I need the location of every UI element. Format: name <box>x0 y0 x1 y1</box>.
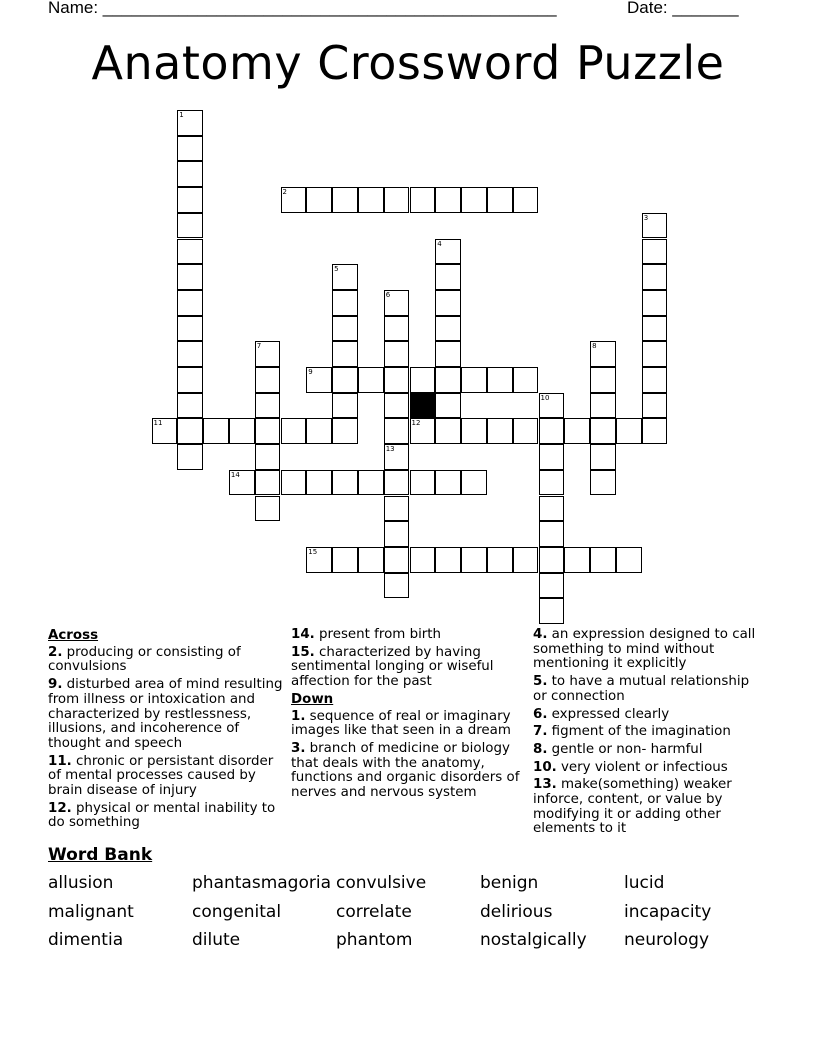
clue-number: 6. <box>533 706 548 722</box>
word-bank-item: malignant <box>48 902 134 922</box>
grid-cell[interactable] <box>564 418 590 444</box>
grid-cell[interactable] <box>539 521 565 547</box>
grid-cell[interactable] <box>358 547 384 573</box>
grid-cell[interactable] <box>642 239 668 265</box>
grid-cell[interactable] <box>177 316 203 342</box>
grid-cell[interactable] <box>513 187 539 213</box>
grid-cell[interactable] <box>384 367 410 393</box>
clue-text: present from birth <box>314 627 442 642</box>
grid-cell[interactable] <box>590 367 616 393</box>
word-bank-item: allusion <box>48 873 114 893</box>
grid-cell[interactable] <box>177 161 203 187</box>
grid-cell[interactable] <box>487 367 513 393</box>
clue-number: 15. <box>291 644 315 660</box>
clue-number: 10. <box>533 759 557 775</box>
word-bank-item: dilute <box>192 930 241 950</box>
clue-number: 12. <box>48 800 72 816</box>
grid-cell[interactable] <box>177 136 203 162</box>
name-line: Name: ________________________________________________ <box>48 0 557 17</box>
grid-cell[interactable] <box>616 418 642 444</box>
grid-cell[interactable] <box>410 367 436 393</box>
clue-text: an expression designed to call something to mind without mentioning it explicitly <box>533 627 756 672</box>
clue <box>533 675 758 704</box>
grid-cell[interactable] <box>642 290 668 316</box>
clue <box>291 742 527 801</box>
grid-cell[interactable] <box>177 187 203 213</box>
grid-cell[interactable] <box>332 470 358 496</box>
grid-cell[interactable] <box>590 444 616 470</box>
clue-text: producing or consisting of convulsions <box>48 644 241 675</box>
grid-cell[interactable] <box>539 598 565 624</box>
cell-number: 5 <box>334 265 339 274</box>
grid-cell[interactable] <box>177 290 203 316</box>
clue-number: 13. <box>533 777 557 793</box>
clue <box>533 778 758 837</box>
grid-cell[interactable] <box>539 418 565 444</box>
grid-cell[interactable] <box>306 547 332 573</box>
grid-cell[interactable] <box>461 187 487 213</box>
grid-cell[interactable] <box>332 393 358 419</box>
word-bank-item: nostalgically <box>480 930 587 950</box>
grid-cell[interactable] <box>332 418 358 444</box>
grid-cell[interactable] <box>435 418 461 444</box>
clue <box>48 755 284 799</box>
grid-cell[interactable] <box>590 470 616 496</box>
cell-number: 2 <box>282 188 287 197</box>
cell-number: 4 <box>437 239 442 248</box>
clue <box>48 646 284 675</box>
grid-cell[interactable] <box>642 264 668 290</box>
word-bank-item: convulsive <box>336 873 427 893</box>
clue <box>533 725 758 740</box>
grid-cell[interactable] <box>177 444 203 470</box>
grid-cell[interactable] <box>384 187 410 213</box>
clue-text: sequence of real or imaginary images like that seen in a dream <box>291 708 511 739</box>
grid-cell[interactable] <box>410 547 436 573</box>
clue-text: chronic or persistant disorder of mental processes caused by brain disease of injury <box>48 753 274 799</box>
clue-number: 9. <box>48 677 63 693</box>
grid-cell[interactable] <box>358 187 384 213</box>
clue-number: 3. <box>291 740 306 756</box>
grid-cell[interactable] <box>177 264 203 290</box>
grid-cell[interactable] <box>539 496 565 522</box>
grid-cell[interactable] <box>539 444 565 470</box>
grid-cell[interactable] <box>435 367 461 393</box>
grid-cell[interactable] <box>590 393 616 419</box>
cell-number: 14 <box>230 470 240 479</box>
clue <box>48 678 284 752</box>
grid-cell[interactable] <box>461 547 487 573</box>
page-title: Anatomy Crossword Puzzle <box>91 36 725 90</box>
word-bank-item: incapacity <box>624 902 712 922</box>
clue-text: gentle or non- harmful <box>547 741 703 757</box>
grid-cell[interactable] <box>435 290 461 316</box>
clue-number: 1. <box>291 708 306 724</box>
cell-number: 6 <box>385 290 391 299</box>
word-bank-item: congenital <box>192 902 282 922</box>
grid-cell[interactable] <box>177 239 203 265</box>
clue-number: 8. <box>533 741 548 757</box>
clue-number: 7. <box>533 724 548 740</box>
date-line: Date: _______ <box>627 0 739 17</box>
cell-number: 8 <box>592 342 597 351</box>
grid-cell[interactable] <box>384 393 410 419</box>
clue <box>533 708 758 723</box>
clue-text: very violent or infectious <box>556 759 728 775</box>
grid-cell[interactable] <box>590 341 616 367</box>
grid-cell[interactable] <box>435 341 461 367</box>
grid-cell[interactable] <box>564 547 590 573</box>
black-cell <box>410 393 436 419</box>
grid-cell[interactable] <box>642 367 668 393</box>
word-bank-item: delirious <box>480 902 553 922</box>
clue-number: 11. <box>48 753 72 769</box>
clues-column-1 <box>48 628 284 834</box>
grid-cell[interactable] <box>332 290 358 316</box>
grid-cell[interactable] <box>410 187 436 213</box>
grid-cell[interactable] <box>642 213 668 239</box>
clue <box>533 628 758 672</box>
grid-cell[interactable] <box>616 547 642 573</box>
grid-cell[interactable] <box>539 573 565 599</box>
grid-cell[interactable] <box>332 264 358 290</box>
grid-cell[interactable] <box>255 470 281 496</box>
clue-text: branch of medicine or biology that deals with the anatomy, functions and organic disorders of nerves and nervous system <box>291 740 520 801</box>
clue-text: physical or mental inability to do something <box>48 800 276 831</box>
grid-cell[interactable] <box>306 187 332 213</box>
grid-cell[interactable] <box>435 393 461 419</box>
grid-cell[interactable] <box>229 418 255 444</box>
grid-cell[interactable] <box>435 470 461 496</box>
grid-cell[interactable] <box>410 418 436 444</box>
grid-cell[interactable] <box>281 187 307 213</box>
grid-cell[interactable] <box>177 418 203 444</box>
grid-cell[interactable] <box>513 367 539 393</box>
grid-cell[interactable] <box>384 470 410 496</box>
clue <box>533 743 758 758</box>
grid-cell[interactable] <box>358 367 384 393</box>
grid-cell[interactable] <box>642 393 668 419</box>
cell-number: 9 <box>308 368 313 376</box>
grid-cell[interactable] <box>384 573 410 599</box>
grid-cell[interactable] <box>255 367 281 393</box>
grid-cell[interactable] <box>229 470 255 496</box>
cell-number: 13 <box>385 445 395 454</box>
grid-cell[interactable] <box>255 393 281 419</box>
grid-cell[interactable] <box>461 418 487 444</box>
clue <box>291 646 527 690</box>
grid-cell[interactable] <box>255 496 281 522</box>
cell-number: 1 <box>179 111 184 119</box>
cell-number: 12 <box>411 419 421 428</box>
cell-number: 15 <box>308 547 318 556</box>
clue-number: 2. <box>48 644 63 660</box>
grid-cell[interactable] <box>461 367 487 393</box>
clue-number: 14. <box>291 627 315 642</box>
grid-cell[interactable] <box>435 239 461 265</box>
grid-cell[interactable] <box>642 418 668 444</box>
grid-cell[interactable] <box>487 547 513 573</box>
grid-cell[interactable] <box>152 418 178 444</box>
grid-cell[interactable] <box>642 316 668 342</box>
grid-cell[interactable] <box>203 418 229 444</box>
grid-cell[interactable] <box>255 418 281 444</box>
grid-cell[interactable] <box>384 547 410 573</box>
grid-cell[interactable] <box>539 393 565 419</box>
clue-text: disturbed area of mind resulting from illness or intoxication and characterized by restlessness, illusions, and incoherence of thought and speech <box>48 677 283 751</box>
grid-cell[interactable] <box>384 290 410 316</box>
clue-number: 4. <box>533 627 548 642</box>
clue <box>48 802 284 831</box>
grid-cell[interactable] <box>358 470 384 496</box>
word-bank-item: phantasmagoria <box>192 873 331 893</box>
grid-cell[interactable] <box>281 418 307 444</box>
clues-column-3 <box>533 628 758 840</box>
clue <box>291 710 527 739</box>
word-bank-item: benign <box>480 873 539 893</box>
clue-text: to have a mutual relationship or connection <box>533 674 750 704</box>
grid-cell[interactable] <box>590 547 616 573</box>
across-heading: Across <box>48 628 99 643</box>
grid-cell[interactable] <box>306 418 332 444</box>
grid-cell[interactable] <box>177 110 203 136</box>
grid-cell[interactable] <box>177 393 203 419</box>
clue-text: make(something) weaker inforce, content, or value by modifying it or adding other elements to it <box>533 777 732 837</box>
grid-cell[interactable] <box>435 264 461 290</box>
grid-cell[interactable] <box>281 470 307 496</box>
cell-number: 7 <box>256 342 262 351</box>
clue-number: 5. <box>533 674 548 690</box>
grid-cell[interactable] <box>384 418 410 444</box>
grid-cell[interactable] <box>513 418 539 444</box>
word-bank-title: Word Bank <box>48 845 153 865</box>
grid-cell[interactable] <box>487 418 513 444</box>
grid-cell[interactable] <box>384 496 410 522</box>
grid-cell[interactable] <box>590 418 616 444</box>
clue-text: characterized by having sentimental longing or wiseful affection for the past <box>291 644 494 690</box>
word-bank-item: correlate <box>336 902 412 922</box>
cell-number: 11 <box>153 419 163 428</box>
word-bank-item: lucid <box>624 873 665 893</box>
cell-number: 10 <box>540 393 550 402</box>
grid-cell[interactable] <box>332 316 358 342</box>
grid-cell[interactable] <box>255 444 281 470</box>
word-bank-item: phantom <box>336 930 413 950</box>
cell-number: 3 <box>643 213 649 222</box>
grid-cell[interactable] <box>177 341 203 367</box>
grid-cell[interactable] <box>384 341 410 367</box>
grid-cell[interactable] <box>332 547 358 573</box>
grid-cell[interactable] <box>306 470 332 496</box>
grid-cell[interactable] <box>255 341 281 367</box>
clue <box>533 761 758 776</box>
grid-cell[interactable] <box>177 367 203 393</box>
grid-cell[interactable] <box>306 367 332 393</box>
grid-cell[interactable] <box>332 187 358 213</box>
clue-text: expressed clearly <box>547 706 670 722</box>
clue-text: figment of the imagination <box>547 724 731 740</box>
grid-cell[interactable] <box>642 341 668 367</box>
grid-cell[interactable] <box>384 521 410 547</box>
grid-cell[interactable] <box>332 367 358 393</box>
grid-cell[interactable] <box>410 470 436 496</box>
word-bank-item: neurology <box>624 930 709 950</box>
grid-cell[interactable] <box>384 316 410 342</box>
grid-cell[interactable] <box>177 213 203 239</box>
grid-cell[interactable] <box>332 341 358 367</box>
grid-cell[interactable] <box>513 547 539 573</box>
grid-cell[interactable] <box>487 187 513 213</box>
grid-cell[interactable] <box>435 316 461 342</box>
grid-cell[interactable] <box>539 470 565 496</box>
grid-cell[interactable] <box>435 187 461 213</box>
down-heading: Down <box>291 691 334 707</box>
clues-column-2 <box>291 628 527 804</box>
grid-cell[interactable] <box>435 547 461 573</box>
grid-cell[interactable] <box>461 470 487 496</box>
grid-cell[interactable] <box>539 547 565 573</box>
grid-cell[interactable] <box>384 444 410 470</box>
clue <box>291 628 527 643</box>
word-bank-item: dimentia <box>48 930 124 950</box>
